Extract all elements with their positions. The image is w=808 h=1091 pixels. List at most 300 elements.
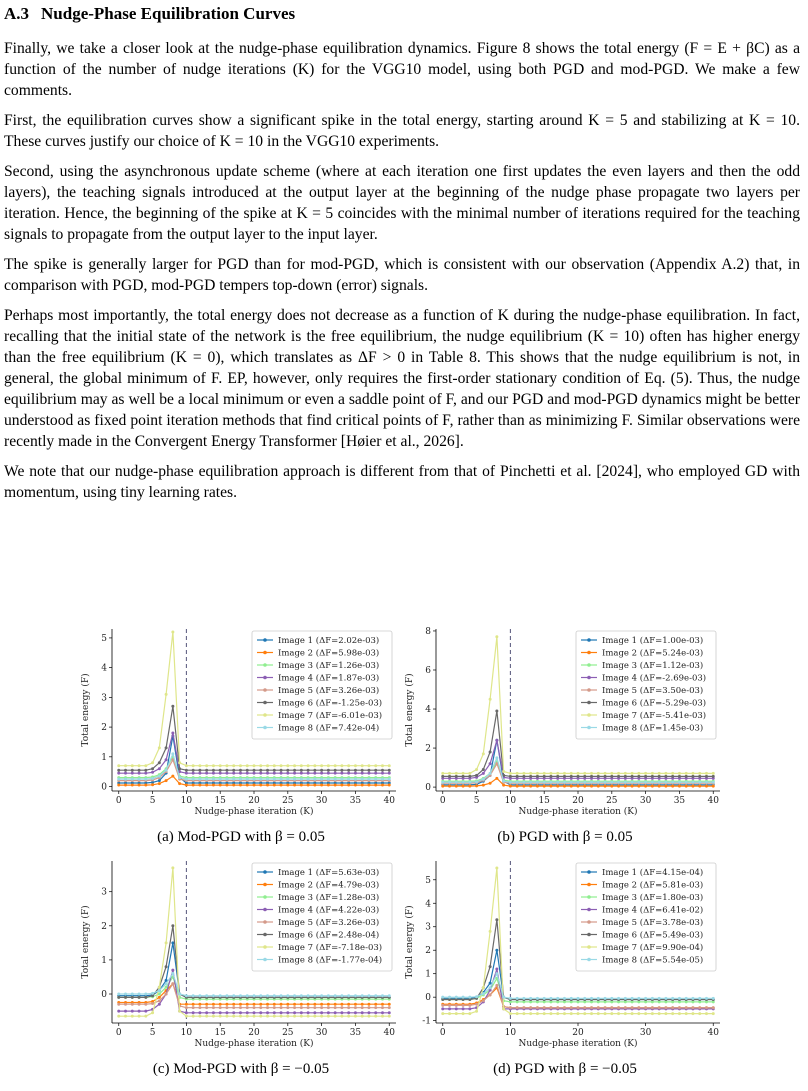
data-point [482, 986, 485, 989]
data-point [624, 772, 627, 775]
caption-c: (c) Mod-PGD with β = −0.05 [152, 1061, 330, 1077]
data-point [489, 993, 492, 996]
data-point [374, 784, 377, 787]
chart-a [76, 623, 406, 823]
data-point [307, 778, 310, 781]
data-point [712, 775, 715, 778]
data-point [563, 785, 566, 788]
data-point [549, 997, 552, 1000]
data-point [225, 772, 228, 775]
data-point [556, 997, 559, 1000]
data-point [475, 774, 478, 777]
data-point [198, 994, 201, 997]
legend-entry: Image 6 (ΔF=-1.25e-03) [278, 698, 383, 709]
data-point [590, 775, 593, 778]
data-point [259, 764, 262, 767]
x-tick-label: 25 [606, 796, 618, 806]
data-point [549, 772, 552, 775]
data-point [300, 1011, 303, 1014]
data-point [367, 1006, 370, 1009]
legend-entry: Image 8 (ΔF=5.54e-05) [602, 955, 704, 966]
paragraph: The spike is generally larger for PGD than for mod-PGD, which is consistent with our observation (Appendix A.2) that, in comparison with PGD, mod-PGD tempers top-down (error) signals. [4, 256, 800, 294]
data-point [138, 993, 141, 996]
data-point [631, 997, 634, 1000]
x-tick-label: 40 [383, 1028, 395, 1038]
data-point [219, 1011, 222, 1014]
data-point [597, 772, 600, 775]
y-tick-label: 4 [101, 663, 107, 674]
data-point [131, 1010, 134, 1013]
y-tick-label: 3 [101, 693, 107, 704]
data-point [280, 994, 283, 997]
data-point [522, 1006, 525, 1009]
data-point [381, 778, 384, 781]
data-point [124, 772, 127, 775]
data-point [577, 775, 580, 778]
data-point [334, 1015, 337, 1018]
data-point [320, 1003, 323, 1006]
data-point [313, 769, 316, 772]
data-point [604, 772, 607, 775]
data-point [334, 769, 337, 772]
data-point [239, 764, 242, 767]
legend-entry: Image 8 (ΔF=7.42e-04) [278, 723, 380, 734]
data-point [246, 784, 249, 787]
legend-marker [263, 958, 267, 962]
data-point [522, 772, 525, 775]
y-axis-label: Total energy (F) [405, 905, 415, 979]
legend-marker [587, 908, 591, 912]
data-point [219, 1006, 222, 1009]
data-point [334, 778, 337, 781]
data-point [151, 777, 154, 780]
data-point [529, 997, 532, 1000]
data-point [631, 1006, 634, 1009]
data-point [117, 1003, 120, 1006]
paragraph: Finally, we take a closer look at the nudge-phase equilibration dynamics. Figure 8 shows the total energy (F = E + βC) as a function of the number of nudge iterations (K) for the VGG10 model, using both PGD and mod-PGD. We make a few comments. [4, 40, 800, 99]
legend-entry: Image 1 (ΔF=5.63e-03) [278, 868, 380, 878]
data-point [489, 782, 492, 785]
data-point [698, 1012, 701, 1015]
data-point [320, 769, 323, 772]
data-point [300, 778, 303, 781]
data-point [529, 781, 532, 784]
data-point [441, 785, 444, 788]
data-point [441, 1004, 444, 1007]
data-point [529, 1012, 532, 1015]
data-point [246, 778, 249, 781]
data-point [300, 994, 303, 997]
legend-marker [263, 651, 267, 655]
data-point [388, 778, 391, 781]
data-point [178, 761, 181, 764]
data-point [361, 772, 364, 775]
data-point [495, 709, 498, 712]
data-point [563, 781, 566, 784]
data-point [597, 785, 600, 788]
data-point [232, 764, 235, 767]
data-point [475, 1010, 478, 1013]
data-point [144, 993, 147, 996]
data-point [212, 1006, 215, 1009]
x-tick-label: 40 [707, 1028, 719, 1038]
y-tick-label: 4 [425, 899, 431, 910]
data-point [144, 996, 147, 999]
legend-marker [263, 663, 267, 667]
y-tick-label: 2 [425, 744, 431, 755]
data-point [212, 769, 215, 772]
data-point [516, 775, 519, 778]
data-point [549, 1006, 552, 1009]
data-point [361, 778, 364, 781]
data-point [266, 1003, 269, 1006]
data-point [198, 1015, 201, 1018]
data-point [280, 772, 283, 775]
data-point [232, 784, 235, 787]
data-point [577, 772, 580, 775]
data-point [604, 1006, 607, 1009]
data-point [381, 772, 384, 775]
data-point [448, 996, 451, 999]
data-point [685, 772, 688, 775]
data-point [664, 1012, 667, 1015]
data-point [617, 1006, 620, 1009]
data-point [361, 1003, 364, 1006]
data-point [131, 1003, 134, 1006]
data-point [516, 1006, 519, 1009]
y-tick-label: 2 [101, 723, 107, 734]
data-point [205, 784, 208, 787]
data-point [198, 772, 201, 775]
data-point [171, 705, 174, 708]
data-point [225, 994, 228, 997]
caption-a: (a) Mod-PGD with β = 0.05 [157, 829, 325, 845]
data-point [489, 965, 492, 968]
data-point [495, 867, 498, 870]
y-tick-label: 1 [101, 752, 107, 763]
x-tick-label: 30 [315, 1028, 328, 1038]
data-point [475, 780, 478, 783]
data-point [495, 984, 498, 987]
data-point [198, 784, 201, 787]
legend-entry: Image 7 (ΔF=-6.01e-03) [278, 711, 383, 721]
caption-d: (d) PGD with β = −0.05 [493, 1061, 637, 1077]
data-point [266, 778, 269, 781]
data-point [273, 764, 276, 767]
data-point [273, 1003, 276, 1006]
data-point [388, 784, 391, 787]
legend-entry: Image 3 (ΔF=1.12e-03) [602, 661, 704, 671]
data-point [293, 1003, 296, 1006]
data-point [171, 972, 174, 975]
data-point [455, 772, 458, 775]
data-point [158, 775, 161, 778]
legend-marker [263, 713, 267, 717]
data-point [685, 775, 688, 778]
data-point [361, 994, 364, 997]
data-point [381, 1011, 384, 1014]
data-point [165, 941, 168, 944]
data-point [320, 1011, 323, 1014]
data-point [165, 758, 168, 761]
legend-entry: Image 7 (ΔF=-7.18e-03) [278, 943, 383, 953]
data-point [300, 1015, 303, 1018]
data-point [151, 1011, 154, 1014]
data-point [192, 1003, 195, 1006]
data-point [280, 778, 283, 781]
data-point [354, 994, 357, 997]
data-point [300, 764, 303, 767]
data-point [685, 781, 688, 784]
legend-marker [587, 676, 591, 680]
data-point [597, 1006, 600, 1009]
data-point [583, 775, 586, 778]
data-point [516, 781, 519, 784]
data-point [698, 775, 701, 778]
data-point [192, 772, 195, 775]
data-point [239, 994, 242, 997]
data-point [712, 997, 715, 1000]
legend-entry: Image 2 (ΔF=5.98e-03) [278, 648, 380, 659]
data-point [219, 994, 222, 997]
x-axis-label: Nudge-phase iteration (K) [518, 1039, 638, 1049]
data-point [259, 1003, 262, 1006]
data-point [354, 769, 357, 772]
data-point [138, 769, 141, 772]
data-point [698, 1006, 701, 1009]
data-point [482, 768, 485, 771]
data-point [205, 1003, 208, 1006]
x-tick-label: 15 [538, 796, 550, 806]
y-tick-label: 8 [425, 626, 431, 637]
data-point [131, 1015, 134, 1018]
data-point [273, 769, 276, 772]
data-point [327, 772, 330, 775]
data-point [144, 1015, 147, 1018]
data-point [144, 784, 147, 787]
data-point [138, 996, 141, 999]
data-point [171, 969, 174, 972]
data-point [232, 1011, 235, 1014]
data-point [556, 775, 559, 778]
legend-entry: Image 3 (ΔF=1.26e-03) [278, 661, 380, 671]
data-point [374, 1015, 377, 1018]
data-point [502, 784, 505, 787]
data-point [516, 785, 519, 788]
data-point [354, 1011, 357, 1014]
y-tick-label: 0 [425, 783, 431, 794]
data-point [367, 1015, 370, 1018]
data-point [219, 764, 222, 767]
data-point [522, 775, 525, 778]
data-point [448, 1007, 451, 1010]
data-point [361, 764, 364, 767]
data-point [334, 772, 337, 775]
data-point [610, 1012, 613, 1015]
data-point [624, 1012, 627, 1015]
section-heading [4, 4, 295, 24]
legend-entry: Image 6 (ΔF=5.49e-03) [602, 930, 704, 941]
data-point [583, 772, 586, 775]
x-tick-label: 0 [115, 1028, 122, 1038]
data-point [313, 1006, 316, 1009]
data-point [536, 997, 539, 1000]
data-point [347, 778, 350, 781]
data-point [273, 772, 276, 775]
data-point [354, 1003, 357, 1006]
paragraph: Perhaps most importantly, the total energy does not decrease as a function of K during the nudge-phase equilibration. In fact, recalling that the initial state of the network is the free equilibrium, the nudge equilibrium (K = 10) often has higher energy than the free equilibrium (K = 0), which translates as ΔF > 0 in Table 8. This shows that the nudge equilibrium is not, in general, the global minimum of F. EP, however, only requires the first-order stationary condition of Eq. (5). Thus, the nudge equilibrium may as well be a local minimum or even a saddle point of F, and our PGD and mod-PGD dynamics might be better understood as fixed point iteration methods that find critical points of F, rather than as minimizing F. Similar observations were recently made in the Convergent Energy Transformer [Høier et al., 2026]. [4, 307, 800, 450]
legend-entry: Image 8 (ΔF=1.45e-03) [602, 723, 704, 734]
data-point [307, 772, 310, 775]
data-point [502, 770, 505, 773]
data-point [340, 778, 343, 781]
x-tick-label: 20 [248, 796, 260, 806]
data-point [624, 1006, 627, 1009]
data-point [604, 997, 607, 1000]
data-point [381, 994, 384, 997]
data-point [570, 1006, 573, 1009]
data-point [165, 769, 168, 772]
data-point [577, 1012, 580, 1015]
data-point [185, 1011, 188, 1014]
data-point [441, 781, 444, 784]
data-point [637, 775, 640, 778]
x-axis-label: Nudge-phase iteration (K) [194, 807, 314, 817]
data-point [577, 781, 580, 784]
data-point [610, 775, 613, 778]
data-point [124, 769, 127, 772]
data-point [151, 783, 154, 786]
data-point [185, 1015, 188, 1018]
data-point [529, 775, 532, 778]
data-point [151, 992, 154, 995]
data-point [286, 764, 289, 767]
body-text [4, 38, 800, 512]
data-point [468, 1004, 471, 1007]
data-point [334, 764, 337, 767]
data-point [475, 1003, 478, 1006]
data-point [563, 997, 566, 1000]
data-point [117, 784, 120, 787]
data-point [556, 1006, 559, 1009]
data-point [381, 784, 384, 787]
data-point [151, 771, 154, 774]
data-point [124, 784, 127, 787]
data-point [468, 1007, 471, 1010]
data-point [543, 1006, 546, 1009]
data-point [388, 1011, 391, 1014]
data-point [280, 769, 283, 772]
data-point [455, 775, 458, 778]
data-point [320, 764, 323, 767]
data-point [529, 772, 532, 775]
data-point [232, 1006, 235, 1009]
data-point [556, 785, 559, 788]
y-axis-label: Total energy (F) [81, 673, 91, 747]
data-point [617, 781, 620, 784]
data-point [266, 994, 269, 997]
data-point [266, 769, 269, 772]
data-point [171, 732, 174, 735]
data-point [664, 997, 667, 1000]
data-point [131, 993, 134, 996]
data-point [637, 1012, 640, 1015]
data-point [280, 784, 283, 787]
data-point [516, 1012, 519, 1015]
data-point [495, 739, 498, 742]
paragraph: First, the equilibration curves show a significant spike in the total energy, starting around K = 5 and stabilizing at K = 10. These curves justify our choice of K = 10 in the VGG10 experiments. [4, 112, 800, 150]
data-point [536, 772, 539, 775]
data-point [354, 772, 357, 775]
data-point [293, 1015, 296, 1018]
data-point [320, 1015, 323, 1018]
data-point [131, 769, 134, 772]
y-tick-label: 5 [425, 875, 431, 886]
data-point [388, 994, 391, 997]
data-point [361, 1015, 364, 1018]
data-point [293, 994, 296, 997]
data-point [165, 965, 168, 968]
data-point [631, 1012, 634, 1015]
data-point [340, 1006, 343, 1009]
x-tick-label: 15 [214, 1028, 226, 1038]
data-point [637, 785, 640, 788]
data-point [144, 1010, 147, 1013]
data-point [637, 997, 640, 1000]
data-point [313, 1011, 316, 1014]
x-tick-label: 0 [439, 796, 446, 806]
data-point [334, 784, 337, 787]
data-point [637, 772, 640, 775]
data-point [300, 769, 303, 772]
data-point [340, 1003, 343, 1006]
data-point [631, 785, 634, 788]
data-point [246, 764, 249, 767]
legend-marker [263, 933, 267, 937]
data-point [340, 764, 343, 767]
data-point [232, 769, 235, 772]
data-point [131, 778, 134, 781]
data-point [185, 1003, 188, 1006]
data-point [705, 781, 708, 784]
y-tick-label: -1 [422, 1016, 431, 1027]
data-point [117, 772, 120, 775]
data-point [367, 1011, 370, 1014]
data-point [671, 785, 674, 788]
y-tick-label: 3 [101, 887, 107, 898]
data-point [462, 785, 465, 788]
legend-marker [587, 870, 591, 874]
data-point [192, 1011, 195, 1014]
data-point [212, 994, 215, 997]
data-point [259, 769, 262, 772]
data-point [361, 769, 364, 772]
x-tick-label: 20 [248, 1028, 260, 1038]
panel-a [76, 623, 406, 855]
data-point [644, 1012, 647, 1015]
data-point [462, 775, 465, 778]
data-point [495, 918, 498, 921]
data-point [604, 785, 607, 788]
data-point [577, 1006, 580, 1009]
data-point [543, 1012, 546, 1015]
data-point [522, 997, 525, 1000]
data-point [637, 1006, 640, 1009]
panel-d [400, 855, 730, 1087]
data-point [455, 781, 458, 784]
data-point [374, 994, 377, 997]
data-point [320, 994, 323, 997]
